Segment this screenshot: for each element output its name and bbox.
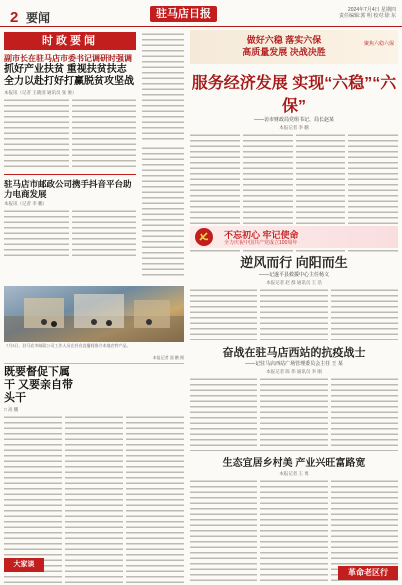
story-right-4-byline: 本报记者 王 勇 [279, 471, 309, 476]
commentary-tag: 大家谈 [4, 558, 44, 572]
text-column [260, 479, 327, 583]
section-banner-text: 时政要闻 [42, 35, 98, 47]
divider [4, 174, 136, 175]
story-1-kicker: 副市长在驻马店市委书记调研时强调 [4, 54, 132, 63]
text-column [190, 288, 257, 340]
text-column [72, 209, 137, 259]
campaign-line2: 全力庆祝中国共产党成立100周年 [224, 240, 298, 246]
story-1 [4, 54, 136, 170]
theme-banner-line2: 高质量发展 决战决胜 [242, 47, 326, 57]
story-right-2-byline: 本报记者 赵 群 通讯员 王 浩 [266, 280, 322, 285]
story-right-3-byline: 本报记者 陈 伟 通讯员 李 刚 [266, 369, 322, 374]
story-1-byline: 本报讯（记者 王晓清 通讯员 张 俊） [4, 90, 77, 95]
text-column [142, 32, 184, 142]
story-right-2-body [190, 288, 398, 340]
story-right-3 [190, 344, 398, 447]
story-2-byline: 本报讯（记者 李 鹏） [4, 201, 47, 206]
text-column [190, 479, 257, 583]
left-column [4, 32, 136, 259]
story-3-title: 既要督促下属干 又要亲自带头干 [4, 366, 74, 404]
story-2-body [4, 209, 136, 259]
page-number: 2 [10, 9, 19, 26]
text-column [260, 377, 327, 447]
story-1-body [4, 98, 136, 170]
masthead-logo: 驻马店日报 [150, 6, 217, 22]
section-banner [4, 32, 136, 50]
main-byline: 本报记者 李 鹏 [279, 125, 309, 130]
left-continuation [142, 32, 184, 282]
text-column [4, 209, 69, 259]
story-right-3-subtitle: ——记驻马店西站广场管理委员会主任 王 某 [245, 361, 343, 367]
news-photo [4, 286, 184, 342]
theme-banner-line1: 做好六稳 落实六保 [246, 35, 322, 45]
photo-credit: 本报记者 邵 鹏 摄 [152, 355, 184, 360]
photo-scene [4, 286, 184, 342]
text-column [4, 98, 69, 170]
story-right-3-title: 奋战在驻马店西站的抗疫战士 [222, 347, 366, 359]
story-right-2-title: 逆风而行 向阳而生 [240, 255, 348, 270]
main-title: 服务经济发展 实现“六稳”“六保” [191, 75, 397, 115]
text-column [65, 415, 123, 585]
divider [4, 363, 184, 364]
corner-banner: 革命老区行 [338, 566, 398, 580]
photo-caption: 7月3日，驻马店市邮政公司工作人员在抖音直播间推介本地农特产品。 [6, 343, 131, 348]
page-name: 要闻 [26, 11, 51, 25]
campaign-line1: 不忘初心 牢记使命 [224, 230, 299, 240]
theme-banner [190, 30, 398, 64]
story-3 [4, 366, 184, 585]
story-2 [4, 179, 136, 259]
party-emblem-icon [194, 227, 214, 247]
text-column [331, 288, 398, 340]
story-3-byline: □ 高 鹏 [4, 407, 19, 412]
story-right-2 [190, 252, 398, 340]
right-section [190, 30, 398, 253]
story-right-4 [190, 454, 398, 583]
divider [190, 450, 398, 451]
text-column [72, 98, 137, 170]
text-column [126, 415, 184, 585]
story-right-2-subtitle: ——记遂平县救援中心主任杨文 [258, 272, 329, 278]
text-column [331, 377, 398, 447]
main-subtitle: ——访市财政局党组书记、局长赵某 [253, 117, 334, 123]
text-column [260, 288, 327, 340]
story-1-title: 抓好产业扶贫 重视扶贫扶志 全力以赴打好打赢脱贫攻坚战 [4, 64, 134, 87]
theme-banner-sub: 聚焦六稳六保 [363, 41, 394, 47]
page-header [0, 0, 402, 27]
header-editor: 责任编辑:郭 明 校对:徐 东 [339, 13, 396, 19]
header-meta [339, 7, 396, 19]
text-column [190, 377, 257, 447]
header-date: 2024年7月4日 星期四 [347, 7, 396, 13]
campaign-banner [190, 226, 398, 248]
story-right-4-title: 生态宜居乡村美 产业兴旺富路宽 [222, 458, 366, 469]
story-2-title: 驻马店市邮政公司携手抖音平台助力电商发展 [4, 179, 132, 199]
text-column [142, 146, 184, 276]
story-right-3-body [190, 377, 398, 447]
